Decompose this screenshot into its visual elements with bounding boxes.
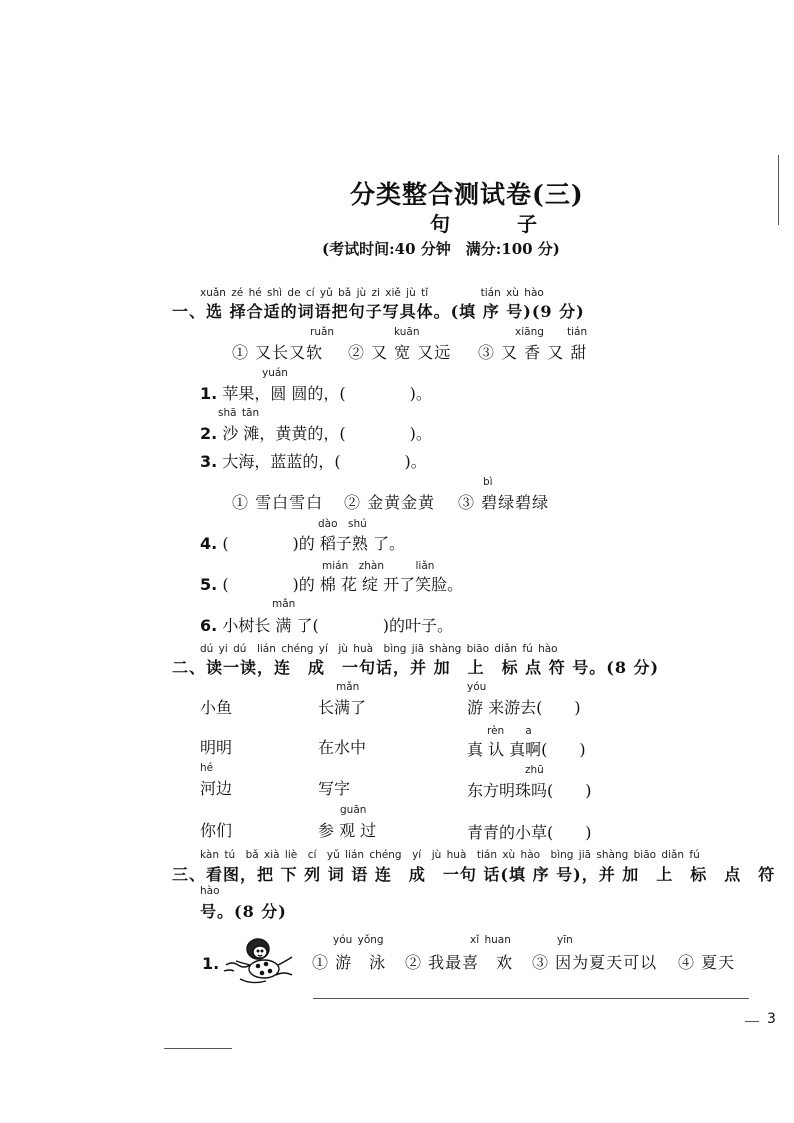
page-subtitle: 句 子	[430, 212, 567, 236]
question-number: 1.	[202, 954, 220, 973]
question-number: 1.	[200, 384, 218, 403]
col3-item[interactable]: 东方明珠吗( )	[467, 781, 592, 800]
page-number-dash	[745, 1021, 759, 1022]
option-pinyin: tián	[567, 326, 588, 338]
question-item	[200, 531, 405, 554]
question-item	[200, 421, 432, 444]
section3-heading: 三、看图，把 下 列 词 语 连 成 一句 话(填 序 号)，并 加 上 标 点 符	[172, 865, 776, 884]
option-pinyin: bì	[483, 476, 493, 488]
col2-item: 写字	[318, 779, 351, 798]
word-option: ③ 因为夏天可以	[532, 953, 658, 972]
question-number: 4.	[200, 534, 218, 553]
item-pinyin: mǎn	[272, 598, 296, 610]
col1-item: 你们	[200, 821, 233, 840]
question-number: 5.	[200, 575, 218, 594]
option-pinyin: ruǎn	[310, 326, 335, 338]
option-pinyin: yóu yǒng	[333, 934, 384, 946]
word-option: ② 我最喜 欢	[405, 953, 514, 972]
question-text[interactable]: ( )的 棉 花 绽 开了笑脸。	[222, 575, 464, 594]
option-pinyin: xǐ huan	[470, 934, 511, 946]
col2-item: 在水中	[318, 738, 367, 757]
question-item	[200, 572, 463, 595]
col2-pinyin: mǎn	[336, 681, 360, 693]
question-text[interactable]: ( )的 稻子熟 了。	[222, 534, 405, 553]
question-text[interactable]: 小树长 满 了( )的叶子。	[222, 616, 453, 635]
col2-item: 长满了	[318, 698, 367, 717]
word-option: ① 雪白雪白	[232, 493, 324, 512]
answer-line	[313, 998, 749, 999]
bottom-rule	[164, 1048, 232, 1049]
option-pinyin: xiāng	[515, 326, 544, 338]
col3-pinyin: yóu	[467, 681, 487, 693]
col3-item[interactable]: 真 认 真啊( )	[467, 740, 586, 759]
question-item	[200, 449, 427, 472]
word-option: ④ 夏天	[678, 953, 736, 972]
page-edge-line	[778, 155, 779, 225]
swimming-child-illustration	[222, 935, 298, 989]
item-pinyin: yuán	[262, 367, 288, 379]
word-option: ③ 碧绿碧绿	[458, 493, 550, 512]
section1-pinyin: xuǎn zé hé shì de cí yǔ bǎ jù zi xiě jù tǐ tián xù hào	[200, 287, 544, 299]
col3-pinyin: rèn a	[487, 725, 532, 737]
item-pinyin: dào shú	[318, 518, 367, 530]
question-number: 3.	[200, 452, 218, 471]
page-title: 分类整合测试卷(三)	[350, 180, 584, 209]
col1-pinyin: hé	[200, 762, 214, 774]
col3-item[interactable]: 游 来游去( )	[467, 698, 581, 717]
question-text[interactable]: 苹果，圆 圆的，( )。	[222, 384, 432, 403]
section2-pinyin: dú yi dú lián chéng yí jù huà bìng jiā shàng biāo diǎn fú hào	[200, 643, 558, 655]
question-text[interactable]: 大海，蓝蓝的，( )。	[222, 452, 427, 471]
section3-heading2-pinyin: hào	[200, 885, 220, 897]
col2-pinyin: guān	[340, 804, 367, 816]
question-item	[200, 381, 432, 404]
col1-item: 小鱼	[200, 698, 233, 717]
word-option: ① 游 泳	[312, 953, 387, 972]
word-option: ② 金黄金黄	[344, 493, 436, 512]
col1-item: 明明	[200, 738, 233, 757]
question-text[interactable]: 沙 滩，黄黄的，( )。	[222, 424, 432, 443]
question-number: 6.	[200, 616, 218, 635]
word-option: ② 又 宽 又远	[348, 343, 452, 362]
section2-heading: 二、读一读，连 成 一句话，并 加 上 标 点 符 号。(8 分)	[172, 658, 660, 677]
word-option: ③ 又 香 又 甜	[478, 343, 588, 362]
item-pinyin: mián zhàn liǎn	[322, 560, 435, 572]
col3-pinyin: zhū	[525, 764, 544, 776]
section3-pinyin: kàn tú bǎ xià liè cí yǔ lián chéng yí jù huà tián xù hào bìng jiā shàng biāo diǎn fú	[200, 849, 700, 861]
exam-info: (考试时间:40 分钟 满分:100 分)	[322, 240, 560, 258]
page-number: 3	[767, 1011, 776, 1027]
option-pinyin: kuān	[394, 326, 420, 338]
question-number: 2.	[200, 424, 218, 443]
question-item	[200, 613, 453, 636]
word-option: ① 又长又软	[232, 343, 324, 362]
option-pinyin: yīn	[557, 934, 573, 946]
section1-heading: 一、选 择合适的词语把句子写具体。(填 序 号)(9 分)	[172, 302, 585, 321]
section3-heading2: 号。(8 分)	[200, 902, 287, 921]
col2-item: 参 观 过	[318, 821, 377, 840]
col3-item[interactable]: 青青的小草( )	[467, 823, 592, 842]
item-pinyin: shā tān	[218, 407, 260, 419]
col1-item: 河边	[200, 779, 233, 798]
